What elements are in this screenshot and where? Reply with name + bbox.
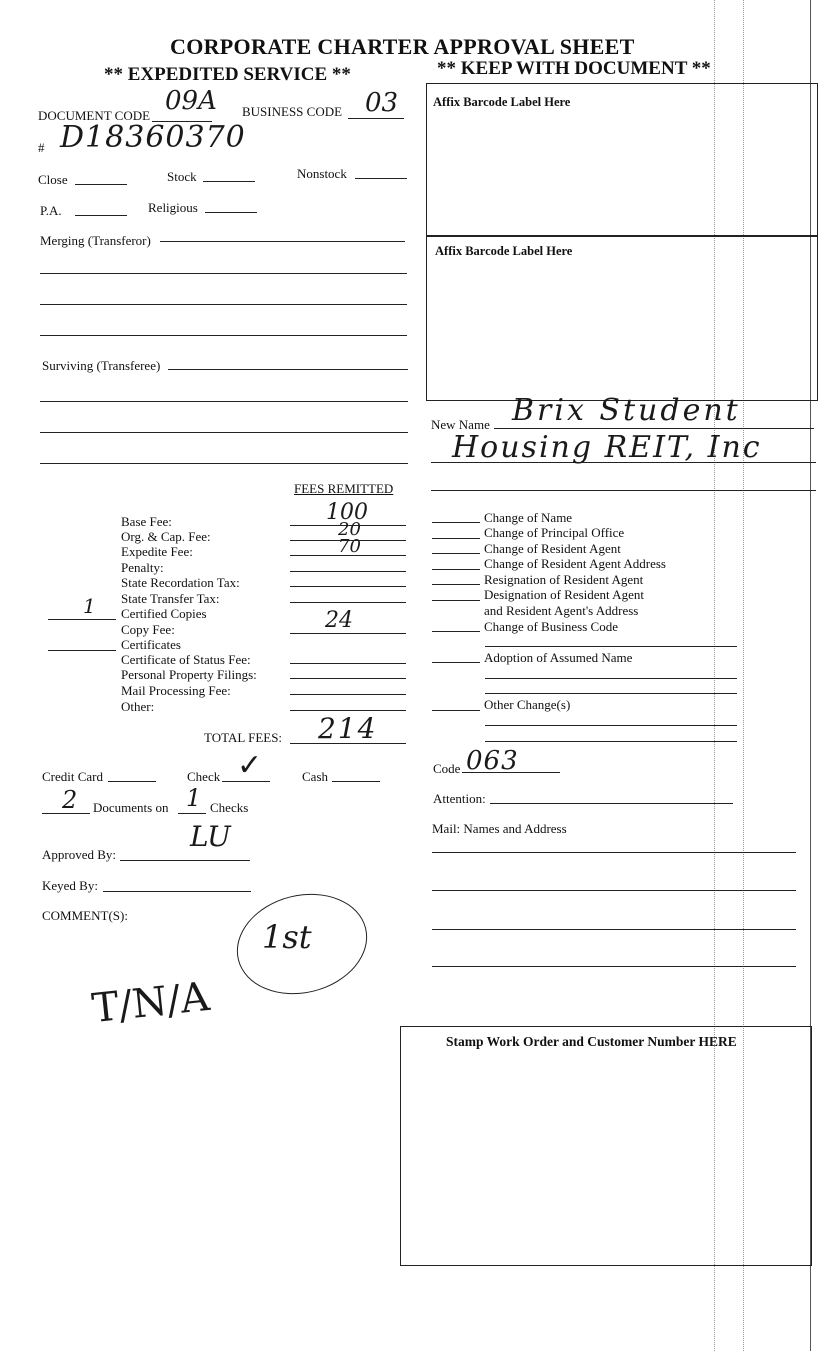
fee-label: Other: — [121, 699, 155, 714]
stamp-label: Stamp Work Order and Customer Number HERE — [446, 1034, 737, 1049]
change-check-line — [432, 522, 480, 523]
fee-label: Copy Fee: — [121, 622, 175, 637]
barcode-label-1: Affix Barcode Label Here — [433, 95, 571, 109]
fee-value: 24 — [325, 608, 353, 633]
document-number-prefix: # — [38, 140, 45, 155]
keep-with-document-label: ** KEEP WITH DOCUMENT ** — [437, 58, 711, 79]
change-detail-line — [485, 693, 737, 694]
change-check-line — [432, 662, 480, 663]
checks-label: Checks — [210, 800, 249, 815]
fees-remitted-header: FEES REMITTED — [294, 481, 394, 496]
merging-line — [40, 335, 407, 336]
new-name-value-line1: Brix Student — [512, 393, 741, 428]
fee-label: Expedite Fee: — [121, 544, 193, 559]
change-option: and Resident Agent's Address — [484, 603, 639, 618]
fee-value-line — [290, 633, 406, 634]
fee-value: 100 — [326, 500, 368, 525]
fee-value: 70 — [338, 536, 361, 557]
credit-card-line — [108, 781, 156, 782]
cash-line — [332, 781, 380, 782]
change-option: Change of Name — [484, 510, 573, 525]
fee-label: Mail Processing Fee: — [121, 683, 231, 698]
merging-label: Merging (Transferor) — [40, 233, 151, 248]
code-value: 063 — [466, 746, 519, 776]
change-option: Change of Resident Agent Address — [484, 556, 666, 571]
change-detail-line — [485, 741, 737, 742]
surviving-line — [40, 401, 408, 402]
mail-line — [432, 890, 796, 891]
check-label: Check — [187, 769, 221, 784]
merging-line — [160, 241, 405, 242]
approved-by-line — [120, 860, 250, 861]
change-option: Change of Business Code — [484, 619, 618, 634]
approved-by-initials: LU — [190, 820, 231, 853]
new-name-value-line2: Housing REIT, Inc — [452, 430, 762, 465]
documents-count: 2 — [62, 786, 78, 814]
change-check-line — [432, 553, 480, 554]
stamp-box — [400, 1026, 812, 1266]
fee-label: State Recordation Tax: — [121, 575, 240, 590]
certificates-count-line — [48, 650, 116, 651]
fee-label: Base Fee: — [121, 514, 172, 529]
surviving-line — [40, 463, 408, 464]
document-code-value: 09A — [165, 86, 217, 116]
fee-value-line — [290, 694, 406, 695]
total-fees-label: TOTAL FEES: — [204, 730, 283, 745]
barcode-box-2 — [426, 235, 818, 401]
checks-count-line — [178, 813, 206, 814]
change-detail-line — [485, 646, 737, 647]
change-check-line — [432, 538, 480, 539]
document-number-value: D18360370 — [60, 120, 246, 155]
keyed-by-line — [103, 891, 251, 892]
business-code-line — [348, 118, 404, 119]
business-code-value: 03 — [365, 88, 399, 118]
fee-label: State Transfer Tax: — [121, 591, 220, 606]
fee-value-line — [290, 602, 406, 603]
surviving-line — [168, 369, 408, 370]
credit-card-label: Credit Card — [42, 769, 104, 784]
barcode-label-2: Affix Barcode Label Here — [435, 244, 573, 258]
priority-note: 1st — [262, 918, 312, 956]
merging-line — [40, 273, 407, 274]
expedited-service-label: ** EXPEDITED SERVICE ** — [104, 64, 351, 85]
mail-line — [432, 966, 796, 967]
fee-label: Certificate of Status Fee: — [121, 652, 251, 667]
change-detail-line — [485, 725, 737, 726]
stock-line — [203, 181, 255, 182]
attention-label: Attention: — [433, 791, 486, 806]
surviving-line — [40, 432, 408, 433]
change-option: Other Change(s) — [484, 697, 571, 712]
checks-count: 1 — [186, 784, 202, 812]
documents-on-label: Documents on — [93, 800, 169, 815]
tna-note: T/N/A — [89, 973, 212, 1033]
surviving-label: Surviving (Transferee) — [42, 358, 161, 373]
fee-value-line — [290, 571, 406, 572]
change-detail-line — [485, 678, 737, 679]
close-line — [75, 184, 127, 185]
attention-line — [490, 803, 733, 804]
business-code-label: BUSINESS CODE — [242, 104, 343, 119]
change-option: Designation of Resident Agent — [484, 587, 644, 602]
close-label: Close — [38, 172, 68, 187]
new-name-line — [431, 490, 816, 491]
total-fees-value: 214 — [318, 712, 378, 745]
fee-value-line — [290, 586, 406, 587]
check-mark: ✓ — [237, 748, 263, 783]
fee-value: 20 — [338, 519, 361, 540]
fee-label: Org. & Cap. Fee: — [121, 529, 211, 544]
mail-names-address-label: Mail: Names and Address — [432, 821, 567, 836]
pa-label: P.A. — [40, 203, 62, 218]
change-option: Change of Principal Office — [484, 525, 625, 540]
new-name-label: New Name — [431, 417, 490, 432]
change-check-line — [432, 569, 480, 570]
change-option: Change of Resident Agent — [484, 541, 621, 556]
fee-value-line — [290, 678, 406, 679]
change-check-line — [432, 600, 480, 601]
pa-line — [75, 215, 127, 216]
fee-label: Personal Property Filings: — [121, 667, 257, 682]
change-check-line — [432, 631, 480, 632]
stock-label: Stock — [167, 169, 197, 184]
merging-line — [40, 304, 407, 305]
fee-label: Certificates — [121, 637, 181, 652]
new-name-line — [494, 428, 814, 429]
code-label: Code — [433, 761, 461, 776]
keyed-by-label: Keyed By: — [42, 878, 98, 893]
nonstock-label: Nonstock — [297, 166, 347, 181]
page-title: CORPORATE CHARTER APPROVAL SHEET — [170, 34, 635, 59]
fee-label: Penalty: — [121, 560, 164, 575]
religious-line — [205, 212, 257, 213]
mail-line — [432, 852, 796, 853]
mail-line — [432, 929, 796, 930]
change-option: Resignation of Resident Agent — [484, 572, 644, 587]
approved-by-label: Approved By: — [42, 847, 117, 862]
religious-label: Religious — [148, 200, 198, 215]
certified-copies-count-line — [48, 619, 116, 620]
certified-copies-count: 1 — [83, 594, 96, 618]
nonstock-line — [355, 178, 407, 179]
fee-value-line — [290, 663, 406, 664]
fee-label: Certified Copies — [121, 606, 207, 621]
document-code-label: DOCUMENT CODE — [38, 108, 151, 123]
cash-label: Cash — [302, 769, 328, 784]
change-check-line — [432, 584, 480, 585]
comments-label: COMMENT(S): — [42, 908, 128, 923]
fee-value-line — [290, 710, 406, 711]
change-option: Adoption of Assumed Name — [484, 650, 633, 665]
change-check-line — [432, 710, 480, 711]
